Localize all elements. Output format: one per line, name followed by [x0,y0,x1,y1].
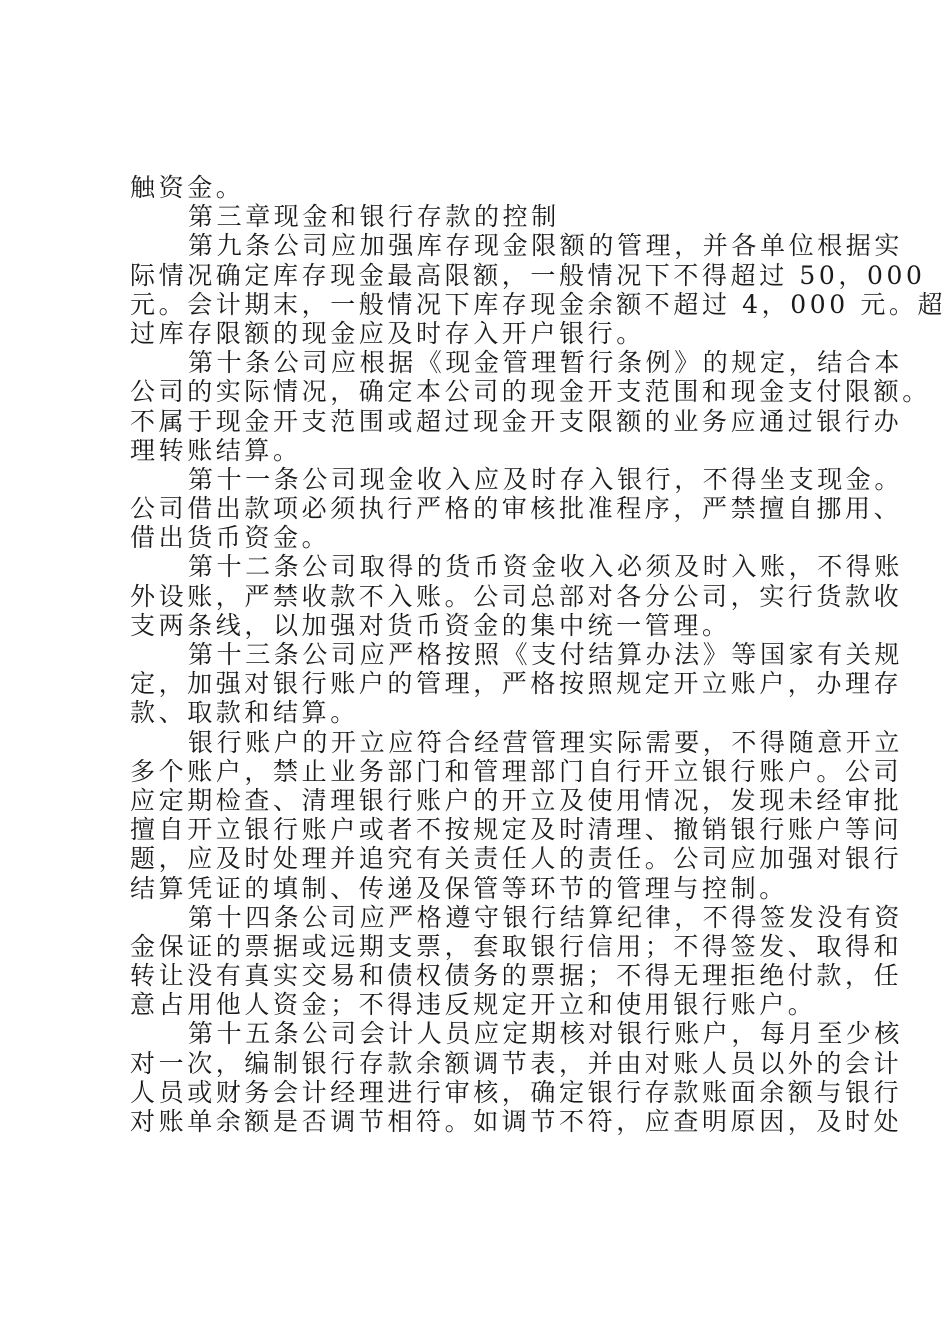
text-line: 不属于现金开支范围或超过现金开支限额的业务应通过银行办 [130,406,903,436]
text-line: 公司借出款项必须执行严格的审核批准程序，严禁擅自挪用、 [130,494,903,524]
text-line: 擅自开立银行账户或者不按规定及时清理、撤销银行账户等问 [130,815,903,845]
text-line: 金保证的票据或远期支票，套取银行信用；不得签发、取得和 [130,931,903,961]
text-line: 外设账，严禁收款不入账。公司总部对各分公司，实行货款收 [130,581,903,611]
text-line: 银行账户的开立应符合经营管理实际需要，不得随意开立 [188,727,904,757]
text-line: 借出货币资金。 [130,523,331,553]
text-line: 第十一条公司现金收入应及时存入银行，不得坐支现金。 [188,464,904,494]
text-line: 支两条线，以加强对货币资金的集中统一管理。 [130,610,731,640]
text-line: 际情况确定库存现金最高限额，一般情况下不得超过 50，000 [130,260,926,290]
text-line: 第十四条公司应严格遵守银行结算纪律，不得签发没有资 [188,902,904,932]
text-line: 意占用他人资金；不得违反规定开立和使用银行账户。 [130,990,817,1020]
text-line: 人员或财务会计经理进行审核，确定银行存款账面余额与银行 [130,1077,903,1107]
text-line: 第三章现金和银行存款的控制 [188,202,560,232]
text-line: 理转账结算。 [130,435,302,465]
text-line: 款、取款和结算。 [130,698,359,728]
text-line: 题，应及时处理并追究有关责任人的责任。公司应加强对银行 [130,844,903,874]
text-line: 定，加强对银行账户的管理，严格按照规定开立账户，办理存 [130,669,903,699]
text-line: 元。会计期末，一般情况下库存现金余额不超过 4，000 元。超 [130,289,947,319]
text-line: 第十三条公司应严格按照《支付结算办法》等国家有关规 [188,640,904,669]
text-line: 第九条公司应加强库存现金限额的管理，并各单位根据实 [188,231,904,261]
text-line: 对账单余额是否调节相符。如调节不符，应查明原因，及时处 [130,1107,903,1136]
text-line: 对一次，编制银行存款余额调节表，并由对账人员以外的会计 [130,1048,903,1078]
text-line: 第十条公司应根据《现金管理暂行条例》的规定，结合本 [188,348,904,378]
text-line: 第十五条公司会计人员应定期核对银行账户，每月至少核 [188,1019,904,1049]
document-body [130,173,947,1136]
text-line: 转让没有真实交易和债权债务的票据；不得无理拒绝付款，任 [130,961,903,991]
text-line: 结算凭证的填制、传递及保管等环节的管理与控制。 [130,873,788,903]
text-line: 公司的实际情况，确定本公司的现金开支范围和现金支付限额。 [130,377,931,407]
text-line: 多个账户，禁止业务部门和管理部门自行开立银行账户。公司 [130,756,903,786]
text-line: 过库存限额的现金应及时存入开户银行。 [130,318,645,348]
text-line: 第十二条公司取得的货币资金收入必须及时入账，不得账 [188,552,904,582]
text-line: 应定期检查、清理银行账户的开立及使用情况，发现未经审批 [130,785,903,815]
text-line: 触资金。 [130,173,245,202]
